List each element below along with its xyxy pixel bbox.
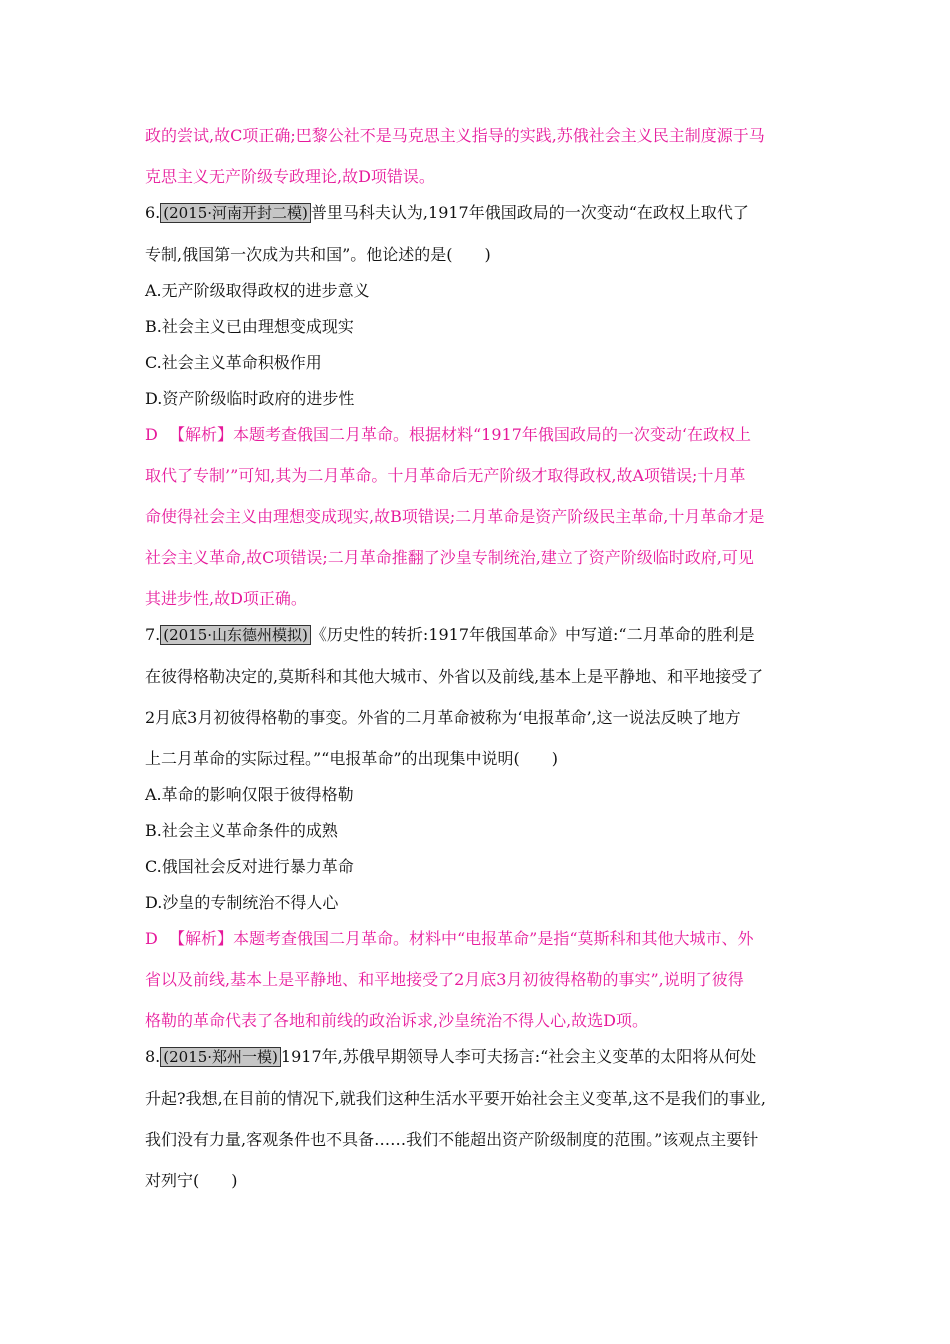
q7-option-d: D.沙皇的专制统治不得人心 [145, 893, 339, 912]
q6-option-a: A.无产阶级取得政权的进步意义 [145, 281, 370, 300]
q6-option-c: C.社会主义革命积极作用 [145, 353, 322, 372]
q7-answer: D [145, 929, 158, 948]
q6-option-b: B.社会主义已由理想变成现实 [145, 317, 354, 336]
q7-option-c: C.俄国社会反对进行暴力革命 [145, 857, 354, 876]
q8-stem-text: 1917年,苏俄早期领导人李可夫扬言:“社会主义变革的太阳将从何处 [280, 1047, 757, 1066]
intro-analysis-line: 政的尝试,故C项正确;巴黎公社不是马克思主义指导的实践,苏俄社会主义民主制度源于马 [145, 126, 765, 145]
q7-option-a: A.革命的影响仅限于彼得格勒 [145, 785, 354, 804]
q6-number: 6. [145, 203, 161, 222]
q7-analysis-line: 格勒的革命代表了各地和前线的政治诉求,沙皇统治不得人心,故选D项。 [145, 1011, 649, 1030]
q8-stem-line: 我们没有力量,客观条件也不具备……我们不能超出资产阶级制度的范围。”该观点主要针 [145, 1130, 759, 1149]
q8-stem-line: 升起?我想,在目前的情况下,就我们这种生活水平要开始社会主义变革,这不是我们的事业, [145, 1089, 766, 1108]
q6-analysis-line: 命使得社会主义由理想变成现实,故B项错误;二月革命是资产阶级民主革命,十月革命才是 [145, 507, 765, 526]
q6-stem-line: 专制,俄国第一次成为共和国”。他论述的是( ) [145, 245, 491, 264]
q6-analysis-line: 取代了专制’”可知,其为二月革命。十月革命后无产阶级才取得政权,故A项错误;十月革 [145, 466, 746, 485]
q6-answer: D [145, 425, 158, 444]
q6-source-tag: (2015·河南开封二模) [160, 203, 311, 223]
q6-analysis-line: 社会主义革命,故C项错误;二月革命推翻了沙皇专制统治,建立了资产阶级临时政府,可见 [145, 548, 754, 567]
q7-stem-line [145, 624, 805, 646]
q8-stem-line: 对列宁( ) [145, 1171, 238, 1190]
q7-stem-line: 上二月革命的实际过程。”“电报革命”的出现集中说明( ) [145, 749, 559, 768]
q6-analysis-line: 其进步性,故D项正确。 [145, 589, 307, 608]
q7-source-tag: (2015·山东德州模拟) [160, 625, 311, 645]
q8-source-tag: (2015·郑州一模) [160, 1047, 281, 1067]
q7-stem-line: 2月底3月初彼得格勒的事变。外省的二月革命被称为‘电报革命’,这一说法反映了地方 [145, 708, 741, 727]
q6-stem-text: 普里马科夫认为,1917年俄国政局的一次变动“在政权上取代了 [310, 203, 749, 222]
q6-analysis-line [145, 424, 805, 446]
q6-stem-line [145, 202, 805, 224]
q8-stem-line [145, 1046, 805, 1068]
q7-analysis-line: 省以及前线,基本上是平静地、和平地接受了2月底3月初彼得格勒的事实”,说明了彼得 [145, 970, 744, 989]
q7-number: 7. [145, 625, 161, 644]
intro-analysis-line: 克思主义无产阶级专政理论,故D项错误。 [145, 167, 435, 186]
q7-analysis-line [145, 928, 805, 950]
q7-option-b: B.社会主义革命条件的成熟 [145, 821, 338, 840]
q6-option-d: D.资产阶级临时政府的进步性 [145, 389, 355, 408]
q7-analysis-text: 【解析】本题考查俄国二月革命。材料中“电报革命”是指“莫斯科和其他大城市、外 [169, 929, 754, 948]
q8-number: 8. [145, 1047, 161, 1066]
q7-stem-text: 《历史性的转折:1917年俄国革命》中写道:“二月革命的胜利是 [310, 625, 755, 644]
q7-stem-line: 在彼得格勒决定的,莫斯科和其他大城市、外省以及前线,基本上是平静地、和平地接受了 [145, 667, 764, 686]
q6-analysis-text: 【解析】本题考查俄国二月革命。根据材料“1917年俄国政局的一次变动‘在政权上 [169, 425, 751, 444]
